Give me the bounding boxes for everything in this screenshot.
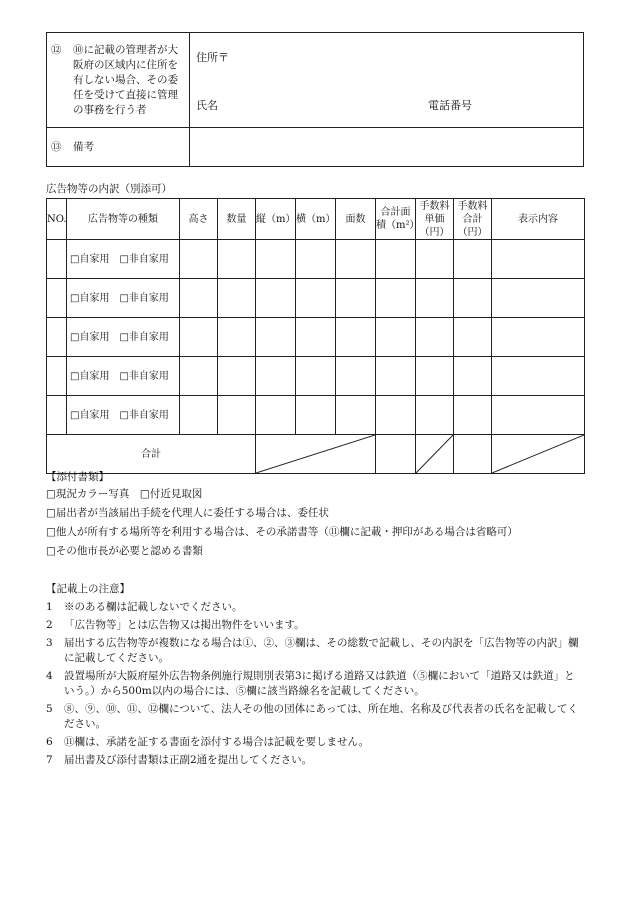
header-vertical: 縦（m） [256,199,296,240]
header-content: 表示内容 [492,199,585,240]
row13-label: 備考 [73,140,94,153]
attachment-other[interactable]: □その他市長が必要と認める書類 [46,545,203,557]
row12-number: ⑫ [51,43,62,56]
note-item: 4 設置場所が大阪府屋外広告物条例施行規則別表第3に掲げる道路又は鉄道（⑤欄において「道路又は鉄道」という。）から500m以内の場合には、⑤欄に該当路線名を記載してください。 [46,670,575,697]
attachment-photo-map[interactable]: □現況カラー写真 □付近見取図 [46,488,203,500]
header-no: NO. [47,199,67,240]
header-fee-total: 手数料合計（円） [454,199,492,240]
notes-section [46,582,584,768]
note-item: 3 届出する広告物等が複数になる場合は①、②、③欄は、その総数で記載し、その内訳を「広告物等の内訳」欄に記載してください。 [46,637,579,664]
table-row[interactable] [47,357,585,396]
fee-total-cell[interactable] [454,435,492,474]
table-row[interactable] [47,279,585,318]
content-diagonal-cell [492,435,585,474]
note-item: 2 「広告物等」とは広告物又は掲出物件をいいます。 [46,619,305,631]
attachment-power-of-attorney[interactable]: □届出者が当該届出手続を代理人に委任する場合は、委任状 [46,507,329,519]
header-total-area: 合計面積（m²） [376,199,416,240]
items-caption: 広告物等の内訳（別添可） [46,183,172,195]
table-row[interactable] [47,240,585,279]
items-header-row [47,199,585,240]
row13-label-cell [47,128,190,167]
phone-label: 電話番号 [428,99,472,112]
attachment-consent[interactable]: □他人が所有する場所等を利用する場合は、その承諾書等（⑪欄に記載・押印がある場合は省略可） [46,526,518,538]
header-horizontal: 横（m） [296,199,336,240]
total-area-cell[interactable] [376,435,416,474]
total-row [47,435,585,474]
row12-label-cell [47,33,190,128]
note-item: 7 届出書及び添付書類は正副2通を提出してください。 [46,754,313,766]
fee-unit-diagonal-cell [416,435,454,474]
items-table [46,198,585,474]
kind-checkboxes[interactable]: □自家用 □非自家用 [67,396,180,435]
row12-label: ⑩に記載の管理者が大阪府の区域内に住所を有しない場合、その委任を受けて直接に管理の事務を行う者 [73,43,178,116]
note-item: 5 ⑧、⑨、⑩、⑪、⑫欄について、法人その他の団体にあっては、所在地、名称及び代表者の氏名を記載してください。 [46,703,578,730]
address-label: 住所〒 [196,51,229,64]
attachments-heading: 【添付書類】 [46,471,109,483]
header-quantity: 数量 [218,199,256,240]
manager-table [46,32,584,167]
table-row[interactable] [47,318,585,357]
attachments-section [46,470,518,559]
header-fee-unit: 手数料単価（円） [416,199,454,240]
note-item: 6 ⑪欄は、承諾を証する書面を添付する場合は記載を要しません。 [46,736,370,748]
notes-heading: 【記載上の注意】 [46,583,130,595]
header-height: 高さ [180,199,218,240]
kind-checkboxes[interactable]: □自家用 □非自家用 [67,279,180,318]
kind-checkboxes[interactable]: □自家用 □非自家用 [67,357,180,396]
row12-value-cell[interactable] [190,33,584,128]
header-faces: 面数 [336,199,376,240]
remarks-field[interactable] [190,128,584,167]
table-row[interactable] [47,396,585,435]
name-label: 氏名 [196,99,218,112]
kind-checkboxes[interactable]: □自家用 □非自家用 [67,318,180,357]
kind-checkboxes[interactable]: □自家用 □非自家用 [67,240,180,279]
note-item: 1 ※のある欄は記載しないでください。 [46,601,243,613]
total-diagonal-cell [256,435,376,474]
total-label: 合計 [47,435,256,474]
header-kind: 広告物等の種類 [67,199,180,240]
row13-number: ⑬ [51,140,62,153]
